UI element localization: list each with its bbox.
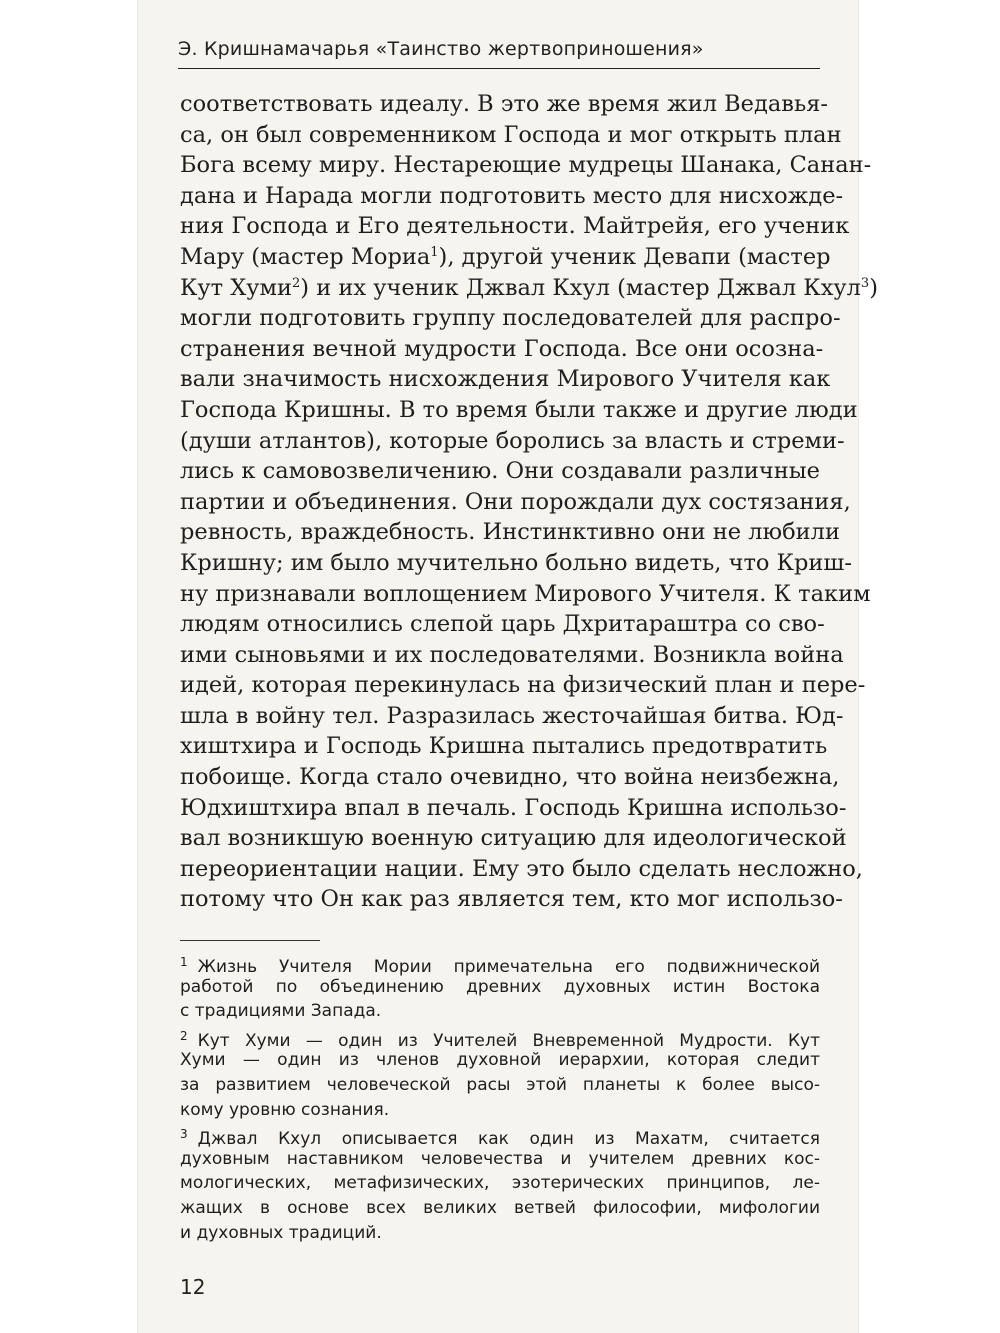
footnote-text: Кут Хуми — один из Учителей Вневременной Мудрости. Кут — [197, 1030, 820, 1051]
footnote-line: работой по объединению древних духовных истин Востока — [180, 976, 820, 997]
book-page — [138, 0, 878, 1333]
text-line: потому что Он как раз является тем, кто мог использо- — [180, 886, 843, 913]
text-line: ревность, враждебность. Инстинктивно они не любили — [180, 519, 840, 546]
footnote-line: жащих в основе всех великих ветвей философии, мифологии — [180, 1197, 820, 1218]
text-line: партии и объединения. Они порождали дух состязания, — [180, 488, 851, 515]
text-line: соответствовать идеалу. В это же время жил Ведавья- — [180, 91, 828, 117]
footnote-line — [180, 1122, 820, 1150]
text-line: побоище. Когда стало очевидно, что война неизбежна, — [180, 764, 840, 791]
footnote-line: мологических, метафизических, эзотерических принципов, ле- — [180, 1173, 820, 1194]
footnote-2 — [180, 1024, 820, 1122]
text-line: ну признавали воплощением Мирового Учителя. К таким — [180, 580, 871, 607]
footnote-reference[interactable]: 2 — [292, 275, 301, 291]
footnote-1 — [180, 950, 820, 1024]
text-segment: Мару (мастер Мориа — [180, 243, 431, 270]
text-line: лись к самовозвеличению. Они создавали различные — [180, 458, 820, 485]
text-segment: ) — [869, 274, 878, 301]
text-line: вал возникшую военную ситуацию для идеологической — [180, 825, 847, 852]
text-line: странения вечной мудрости Господа. Все они осозна- — [180, 335, 824, 362]
footnote-line: духовным наставником человечества и учителем древних кос- — [180, 1148, 820, 1169]
footnotes — [180, 950, 820, 1245]
text-line: са, он был современником Господа и мог открыть план — [180, 121, 842, 148]
footnote-text: Джвал Кхул описывается как один из Махатм, считается — [197, 1129, 820, 1150]
footnote-line — [180, 950, 820, 975]
footnote-reference[interactable]: 1 — [430, 244, 439, 260]
footnote-divider — [180, 940, 320, 941]
text-line: переориентации нации. Ему это было сделать несложно, — [180, 855, 863, 882]
footnote-text: Жизнь Учителя Мории примечательна его подвижнической — [197, 957, 820, 977]
text-line-with-footnote-ref — [180, 273, 878, 304]
text-line: ния Господа и Его деятельности. Майтрейя, его ученик — [180, 213, 850, 240]
footnote-3 — [180, 1122, 820, 1245]
text-line: людям относились слепой царь Дхритараштра со сво- — [180, 611, 825, 638]
footnote-line: кому уровню сознания. — [180, 1099, 390, 1120]
footnote-number: 1 — [180, 955, 188, 969]
text-line: Кришну; им было мучительно больно видеть, что Криш- — [180, 549, 852, 576]
text-line: ими сыновьями и их последователями. Возникла война — [180, 641, 844, 668]
text-segment: ) и их ученик Джвал Кхул (мастер Джвал Кхул — [300, 274, 861, 301]
running-header: Э. Кришнамачарья «Таинство жертвоприношения» — [178, 38, 704, 60]
text-line: дана и Нарада могли подготовить место для нисхожде- — [180, 182, 844, 209]
footnote-line: за развитием человеческой расы этой планеты к более высо- — [180, 1074, 820, 1095]
text-line: идей, которая перекинулась на физический план и пере- — [180, 672, 866, 699]
footnote-number: 2 — [180, 1028, 188, 1043]
main-text — [180, 89, 878, 915]
text-line: шла в войну тел. Разразилась жесточайшая битва. Юд- — [180, 702, 844, 729]
text-line-with-footnote-ref — [180, 242, 831, 273]
text-line: Бога всему миру. Нестареющие мудрецы Шанака, Санан- — [180, 152, 872, 179]
footnote-reference[interactable]: 3 — [860, 275, 870, 291]
text-segment: ), другой ученик Девапи (мастер — [438, 243, 831, 270]
text-segment: Кут Хуми — [180, 274, 293, 301]
text-line: могли подготовить группу последователей для распро- — [180, 305, 841, 332]
text-line: вали значимость нисхождения Мирового Учителя как — [180, 366, 831, 393]
text-line: (души атлантов), которые боролись за власть и стреми- — [180, 427, 845, 454]
footnote-line: с традициями Запада. — [180, 1001, 382, 1022]
footnote-line: Хуми — один из членов духовной иерархии, которая следит — [180, 1050, 820, 1071]
page-number: 12 — [180, 1275, 206, 1299]
text-line: Юдхиштхира впал в печаль. Господь Кришна использо- — [180, 794, 847, 821]
text-line: хиштхира и Господь Кришна пытались предотвратить — [180, 733, 828, 760]
text-line: Господа Кришны. В то время были также и другие люди — [180, 396, 858, 423]
header-divider — [178, 68, 820, 69]
footnote-line: и духовных традиций. — [180, 1222, 382, 1243]
footnote-line — [180, 1024, 820, 1049]
footnote-number: 3 — [180, 1127, 188, 1142]
